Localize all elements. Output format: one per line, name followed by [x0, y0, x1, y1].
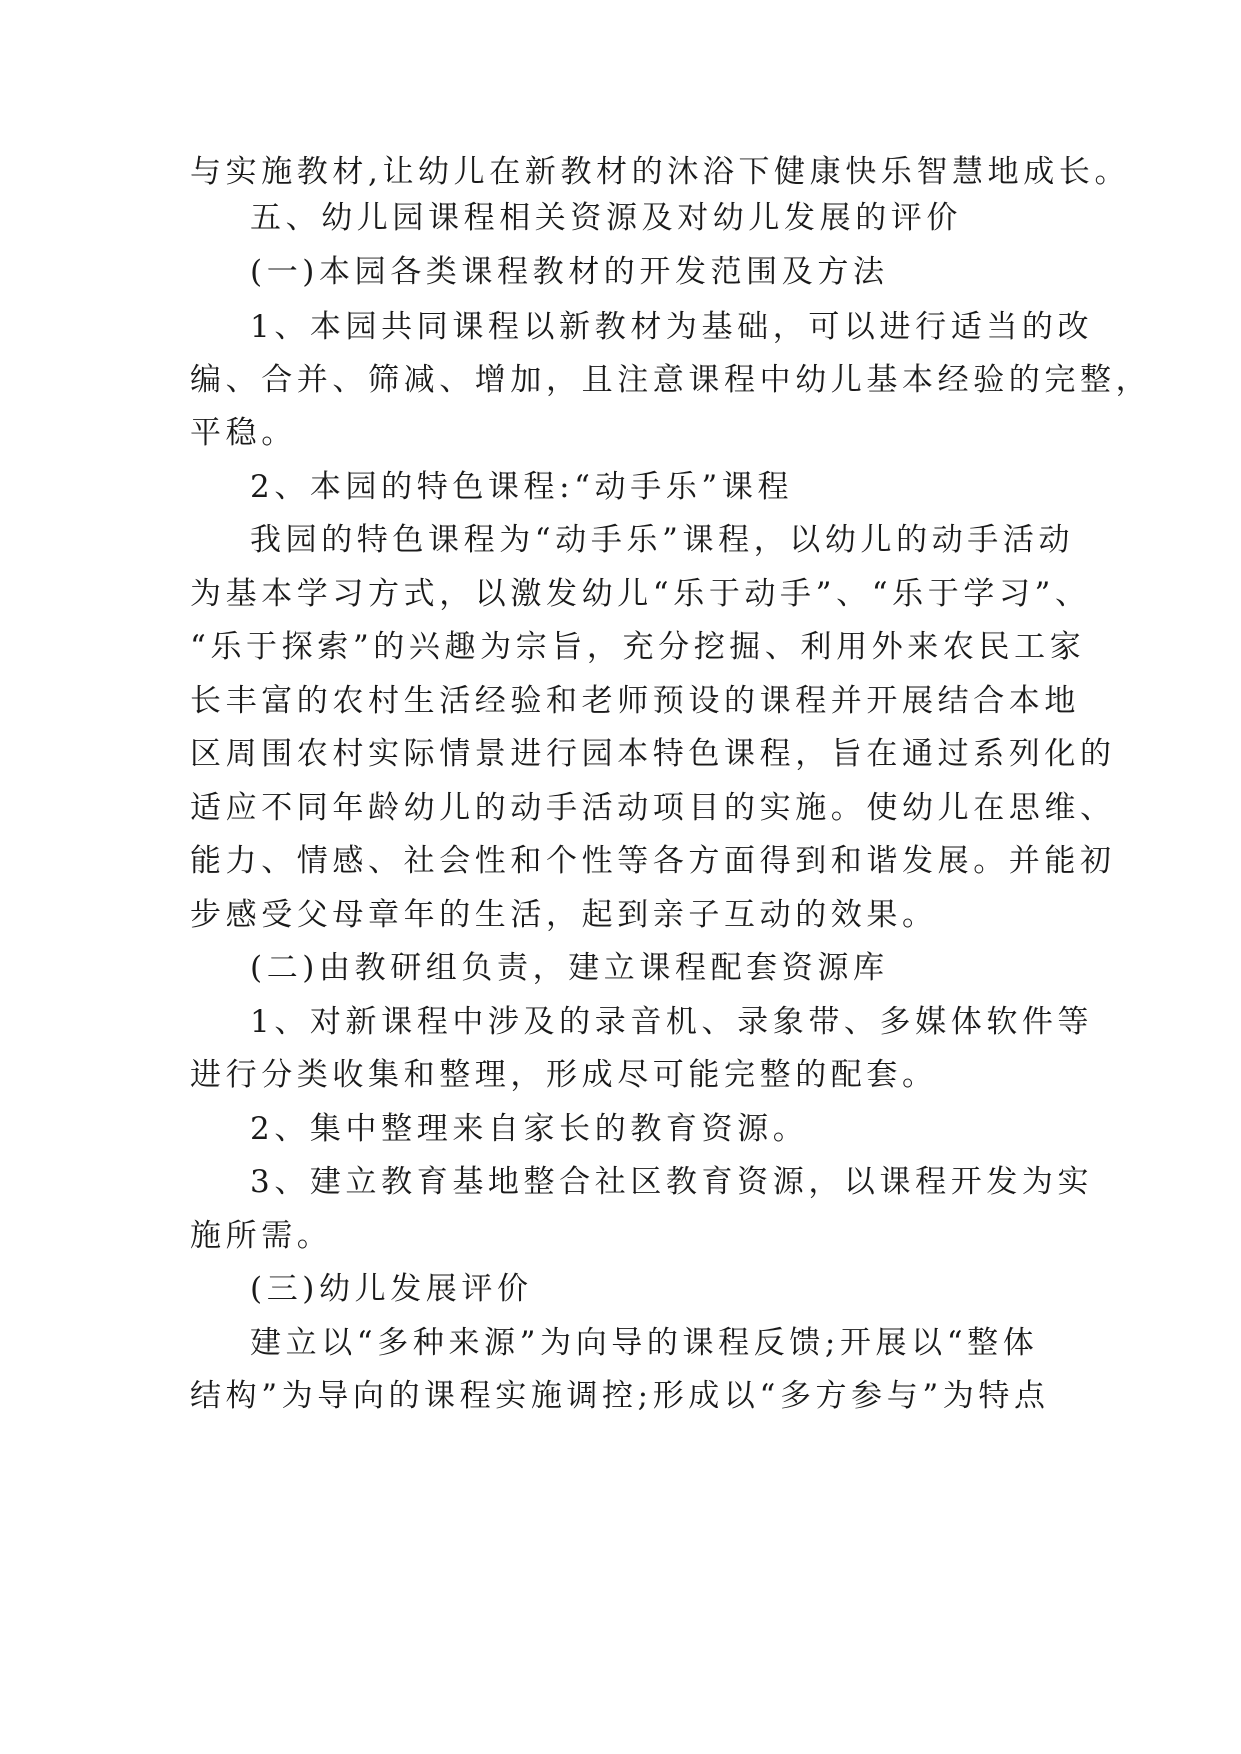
paragraph-line: 施所需。	[190, 1218, 333, 1254]
paragraph-line: 2、本园的特色课程:“动手乐”课程	[250, 469, 794, 505]
subsection-heading-1: (一)本园各类课程教材的开发范围及方法	[250, 254, 889, 290]
subsection-heading-3: (三)幼儿发展评价	[250, 1271, 533, 1307]
subsection-heading-2: (二)由教研组负责，建立课程配套资源库	[250, 950, 889, 986]
paragraph-line: 进行分类收集和整理，形成尽可能完整的配套。	[190, 1057, 938, 1093]
paragraph-line: 区周围农村实际情景进行园本特色课程，旨在通过系列化的	[190, 736, 1116, 772]
paragraph-line: 1、本园共同课程以新教材为基础，可以进行适当的改	[250, 309, 1094, 345]
paragraph-line: “乐于探索”的兴趣为宗旨，充分挖掘、利用外来农民工家	[190, 629, 1086, 665]
paragraph-line: 适应不同年龄幼儿的动手活动项目的实施。使幼儿在思维、	[190, 790, 1116, 826]
paragraph-line: 为基本学习方式，以激发幼儿“乐于动手”、“乐于学习”、	[190, 576, 1091, 612]
paragraph-line: 编、合并、筛减、增加，且注意课程中幼儿基本经验的完整，	[190, 362, 1152, 398]
paragraph-line: 平稳。	[190, 415, 297, 451]
paragraph-line: 长丰富的农村生活经验和老师预设的课程并开展结合本地	[190, 683, 1080, 719]
paragraph-line: 我园的特色课程为“动手乐”课程，以幼儿的动手活动	[250, 522, 1075, 558]
paragraph-line: 步感受父母章年的生活，起到亲子互动的效果。	[190, 897, 938, 933]
paragraph-line: 3、建立教育基地整合社区教育资源，以课程开发为实	[250, 1164, 1094, 1200]
paragraph-line: 结构”为导向的课程实施调控;形成以“多方参与”为特点	[190, 1378, 1050, 1414]
paragraph-line: 能力、情感、社会性和个性等各方面得到和谐发展。并能初	[190, 843, 1116, 879]
text-line-1: 与实施教材,让幼儿在新教材的沐浴下健康快乐智慧地成长。	[190, 154, 1131, 190]
paragraph-line: 2、集中整理来自家长的教育资源。	[250, 1111, 809, 1147]
paragraph-line: 建立以“多种来源”为向导的课程反馈;开展以“整体	[250, 1325, 1039, 1361]
section-heading-5: 五、幼儿园课程相关资源及对幼儿发展的评价	[250, 200, 962, 236]
paragraph-line: 1、对新课程中涉及的录音机、录象带、多媒体软件等	[250, 1004, 1094, 1040]
